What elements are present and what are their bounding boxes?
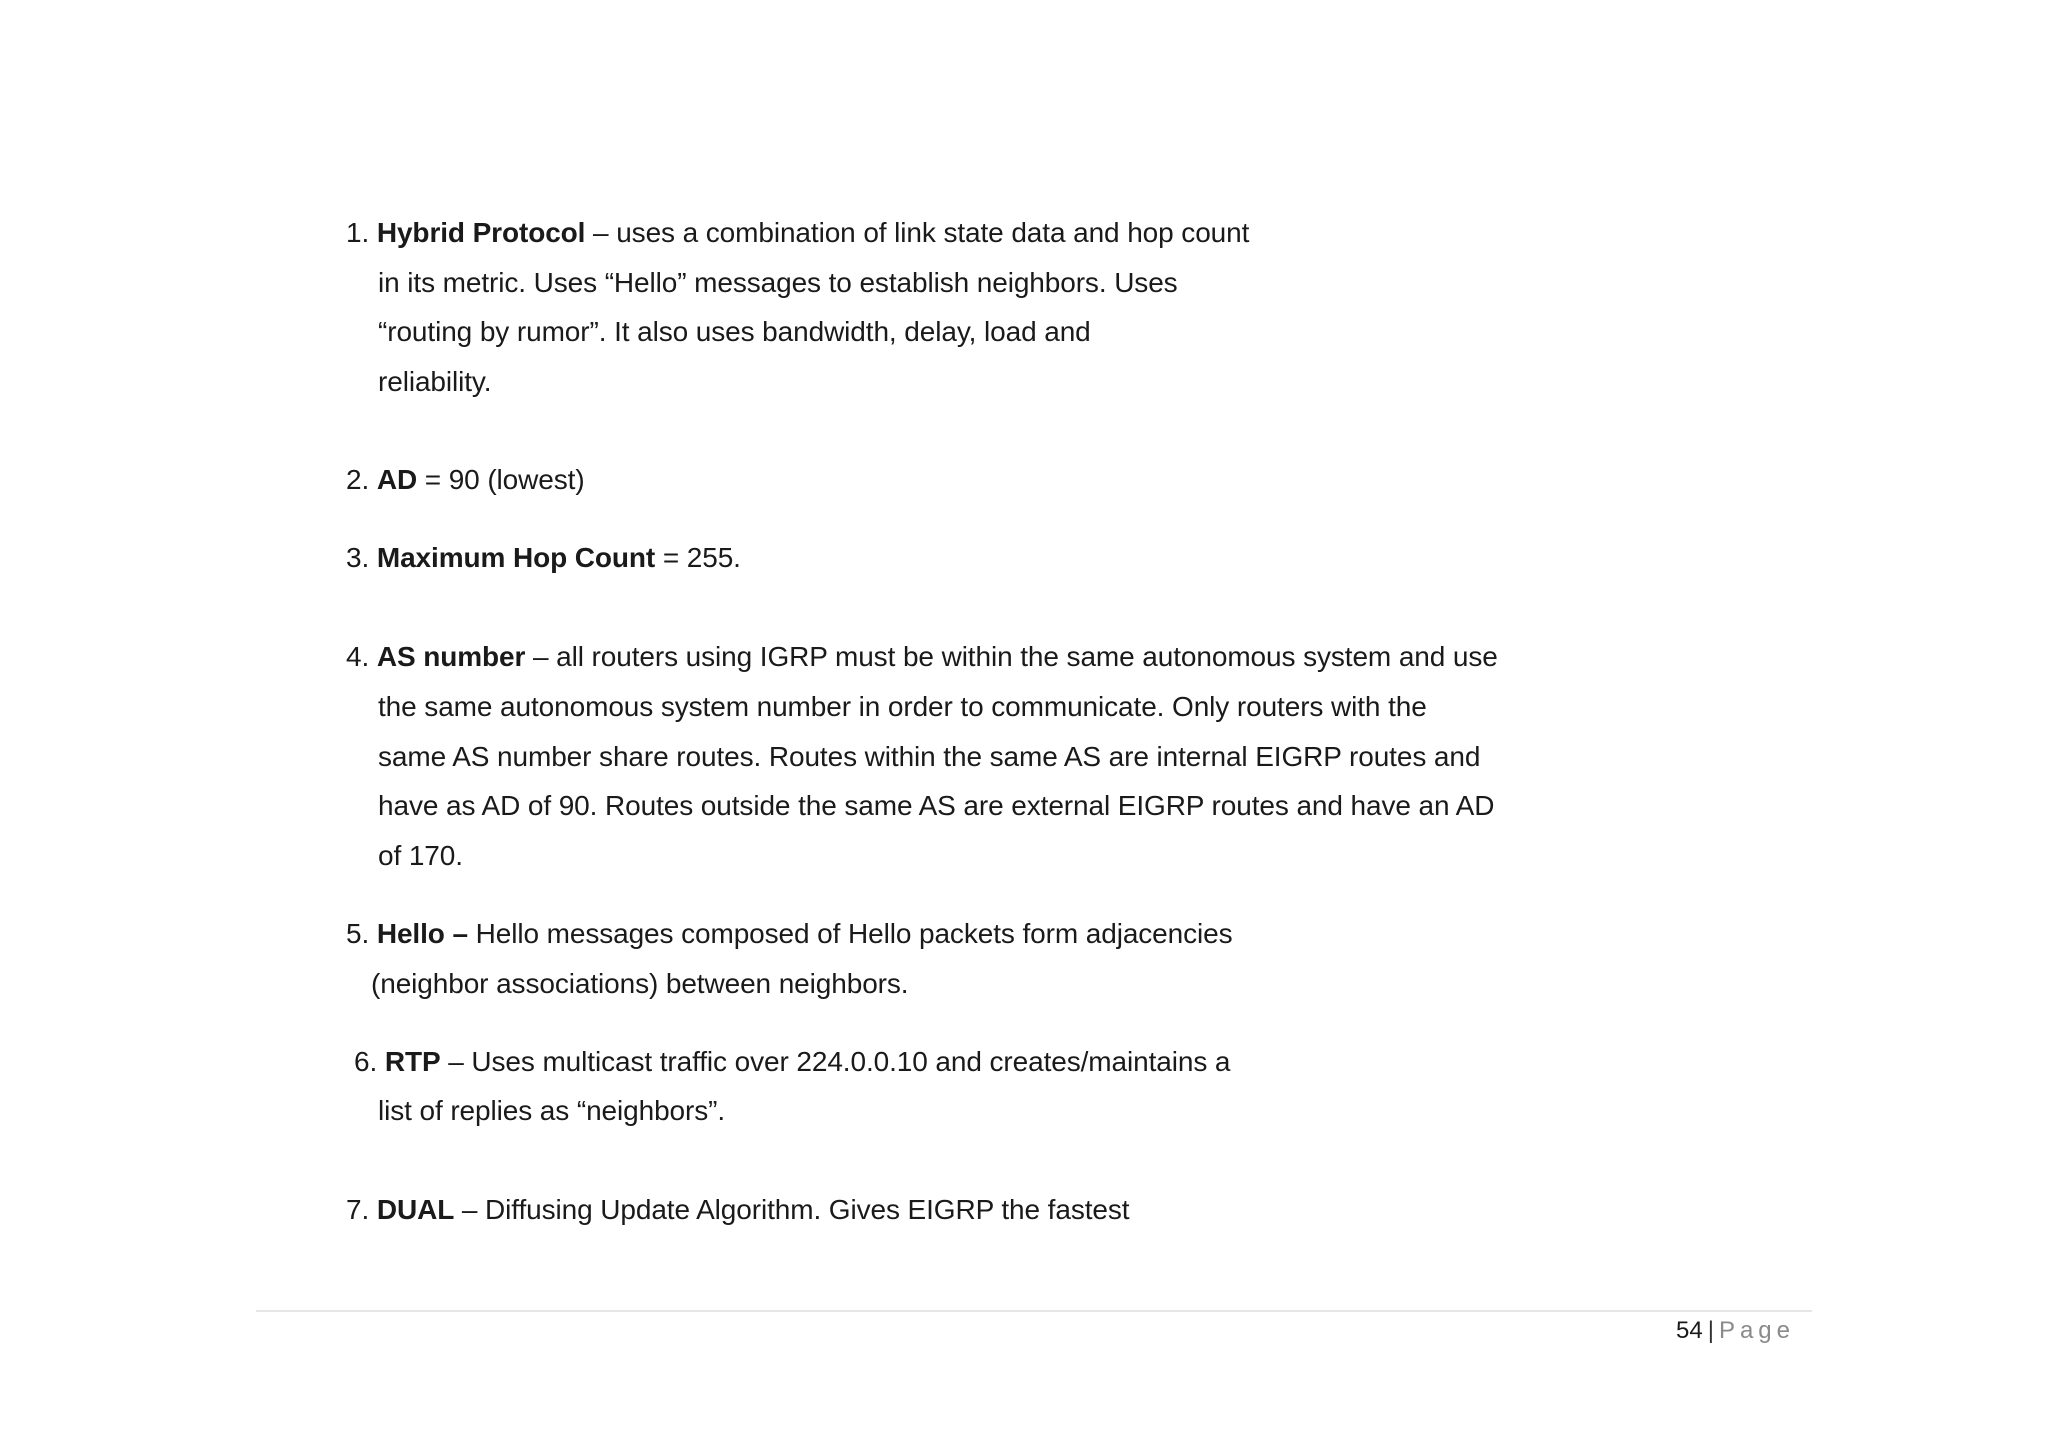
- page-number: 54: [1676, 1317, 1703, 1344]
- list-item-5-line-1: [346, 917, 1233, 951]
- list-text: – uses a combination of link state data and hop count: [585, 217, 1250, 248]
- list-number: 3.: [346, 542, 370, 573]
- list-item-3-line-1: [346, 541, 741, 575]
- list-item-7-line-1: [346, 1193, 1129, 1227]
- list-term: AS number: [376, 641, 526, 672]
- list-term: RTP: [384, 1046, 441, 1077]
- list-text: – Uses multicast traffic over 224.0.0.10 and creates/maintains a: [440, 1046, 1231, 1077]
- list-item-1-line-1: [346, 216, 1249, 250]
- footer-separator: |: [1707, 1317, 1714, 1344]
- list-term: AD: [376, 464, 418, 495]
- list-item-5-line-2: (neighbor associations) between neighbors.: [371, 968, 909, 999]
- list-item-4-line-2: the same autonomous system number in order to communicate. Only routers with the: [378, 691, 1427, 722]
- list-item-1-line-2: in its metric. Uses “Hello” messages to establish neighbors. Uses: [378, 267, 1178, 298]
- list-term: DUAL: [376, 1194, 455, 1225]
- list-number: 7.: [346, 1194, 370, 1225]
- list-item-4-line-5: of 170.: [378, 840, 463, 871]
- list-number: 2.: [346, 464, 370, 495]
- list-term: Hello –: [376, 918, 468, 949]
- list-item-1-line-3: “routing by rumor”. It also uses bandwidth, delay, load and: [378, 316, 1091, 347]
- page-label: Page: [1718, 1317, 1795, 1344]
- list-term: Hybrid Protocol: [376, 217, 586, 248]
- list-item-4-line-1: [346, 640, 1498, 674]
- list-item-4-line-4: have as AD of 90. Routes outside the same AS are external EIGRP routes and have an AD: [378, 790, 1495, 821]
- list-text: Hello messages composed of Hello packets form adjacencies: [467, 918, 1233, 949]
- list-number: 4.: [346, 641, 370, 672]
- list-text: = 90 (lowest): [417, 464, 585, 495]
- list-term: Maximum Hop Count: [376, 542, 656, 573]
- list-item-6-line-1: [354, 1045, 1230, 1079]
- list-number: 5.: [346, 918, 370, 949]
- list-number: 1.: [346, 217, 370, 248]
- list-item-4-line-3: same AS number share routes. Routes within the same AS are internal EIGRP routes and: [378, 741, 1481, 772]
- list-item-2-line-1: [346, 463, 585, 497]
- list-item-1-line-4: reliability.: [378, 366, 492, 397]
- page-footer: [1676, 1316, 1795, 1346]
- list-number: 6.: [354, 1046, 378, 1077]
- list-item-6-line-2: list of replies as “neighbors”.: [378, 1095, 726, 1126]
- footer-divider: [256, 1310, 1812, 1312]
- list-text: – all routers using IGRP must be within the same autonomous system and use: [525, 641, 1498, 672]
- list-text: = 255.: [655, 542, 741, 573]
- list-text: – Diffusing Update Algorithm. Gives EIGRP the fastest: [454, 1194, 1130, 1225]
